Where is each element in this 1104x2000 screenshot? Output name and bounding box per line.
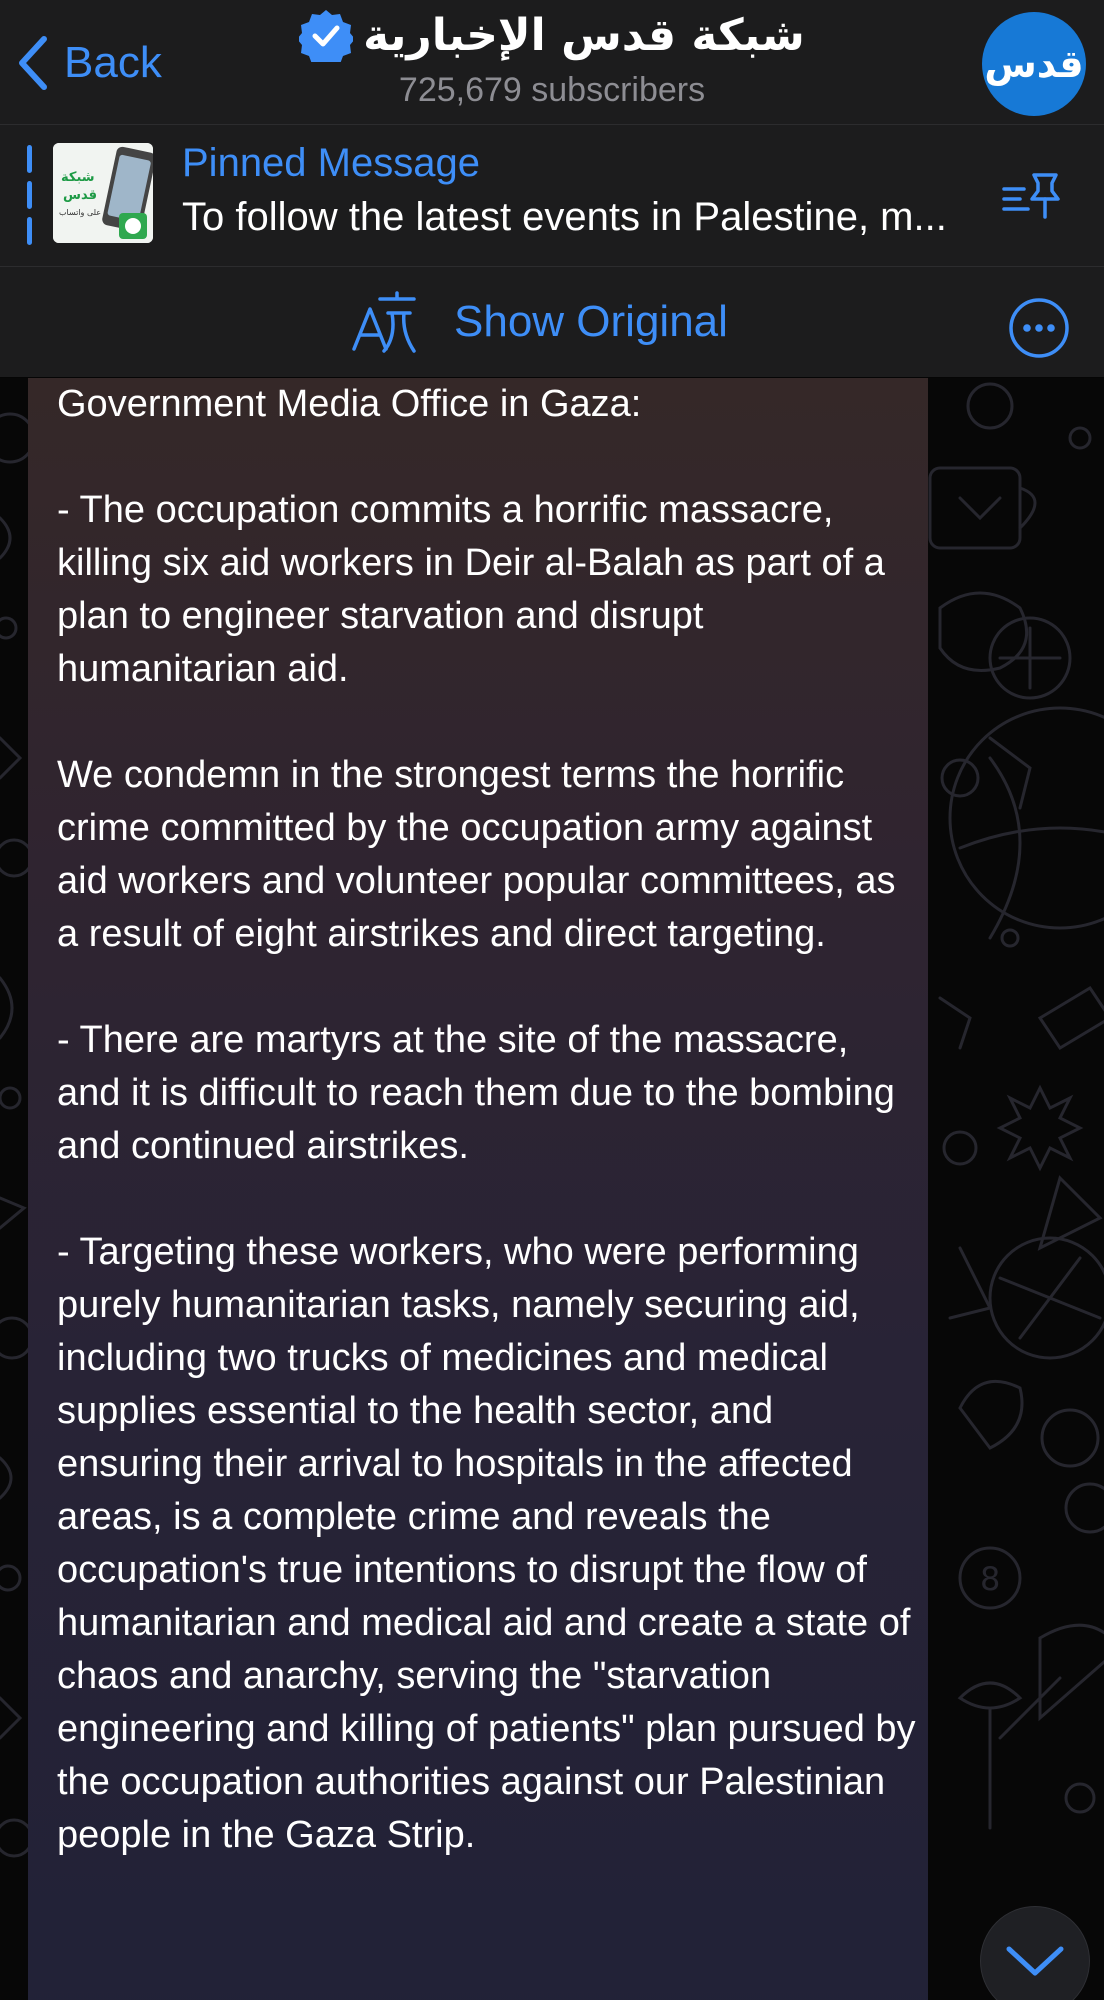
verified-badge-icon — [299, 8, 353, 62]
chat-header — [0, 0, 1104, 125]
translate-icon — [350, 289, 418, 355]
chevron-down-icon — [1005, 1941, 1065, 1981]
pinned-message-bar[interactable] — [0, 125, 1104, 267]
pinned-title: Pinned Message — [182, 141, 480, 185]
pinned-text: To follow the latest events in Palestine, m... — [182, 195, 947, 239]
channel-info[interactable] — [230, 8, 874, 110]
chevron-left-icon — [18, 35, 48, 91]
pinned-list-button[interactable] — [1000, 163, 1064, 227]
translation-bar — [0, 267, 1104, 377]
more-options-icon — [1008, 297, 1070, 359]
back-button[interactable] — [18, 28, 162, 98]
pinned-thumbnail-image — [53, 143, 153, 243]
thumb-line-1: شبكة — [61, 170, 95, 185]
message-paragraph: - There are martyrs at the site of the massacre, and it is difficult to reach them due to the bombing and continued airstrikes. — [57, 1019, 906, 1167]
svg-text:8: 8 — [980, 1560, 1001, 1598]
message-paragraph: We condemn in the strongest terms the horrific crime committed by the occupation army against aid workers and volunteer popular committees, as a result of eight airstrikes and direct targeting. — [57, 754, 907, 955]
back-label: Back — [64, 38, 162, 87]
show-original-label: Show Original — [454, 297, 728, 346]
subscriber-count: 725,679 subscribers — [398, 71, 706, 109]
pin-list-icon — [1000, 163, 1064, 227]
channel-title: شبكة قدس الإخبارية — [363, 9, 805, 61]
message-text — [57, 378, 927, 1862]
show-original-button[interactable] — [350, 287, 728, 357]
thumb-caption: على واتساب — [59, 208, 102, 217]
more-options-button[interactable] — [1008, 297, 1070, 359]
pinned-index-indicator — [27, 145, 33, 249]
pinned-message-thumbnail — [53, 143, 153, 243]
message-paragraph: - Targeting these workers, who were performing purely humanitarian tasks, namely securing aid, including two trucks of medicines and medical supplies essential to the health sector, and ensuring their arrival to hospitals in the affected areas, is a complete crime and reveals the occupation's true intentions to disrupt the flow of humanitarian and medical aid and create a state of chaos and anarchy, serving the "starvation engineering and killing of patients" plan pursued by the occupation authorities against our Palestinian people in the Gaza Strip. — [57, 1231, 927, 1856]
message-paragraph: Government Media Office in Gaza: — [57, 383, 642, 425]
message-paragraph: - The occupation commits a horrific massacre, killing six aid workers in Deir al-Balah as part of a plan to engineer starvation and disrupt humanitarian aid. — [57, 489, 896, 690]
avatar-text: قدس — [984, 42, 1084, 86]
thumb-line-2: قدس — [63, 188, 97, 203]
channel-title-row — [299, 8, 805, 62]
channel-avatar[interactable] — [982, 12, 1086, 116]
message-bubble[interactable] — [28, 378, 928, 2000]
